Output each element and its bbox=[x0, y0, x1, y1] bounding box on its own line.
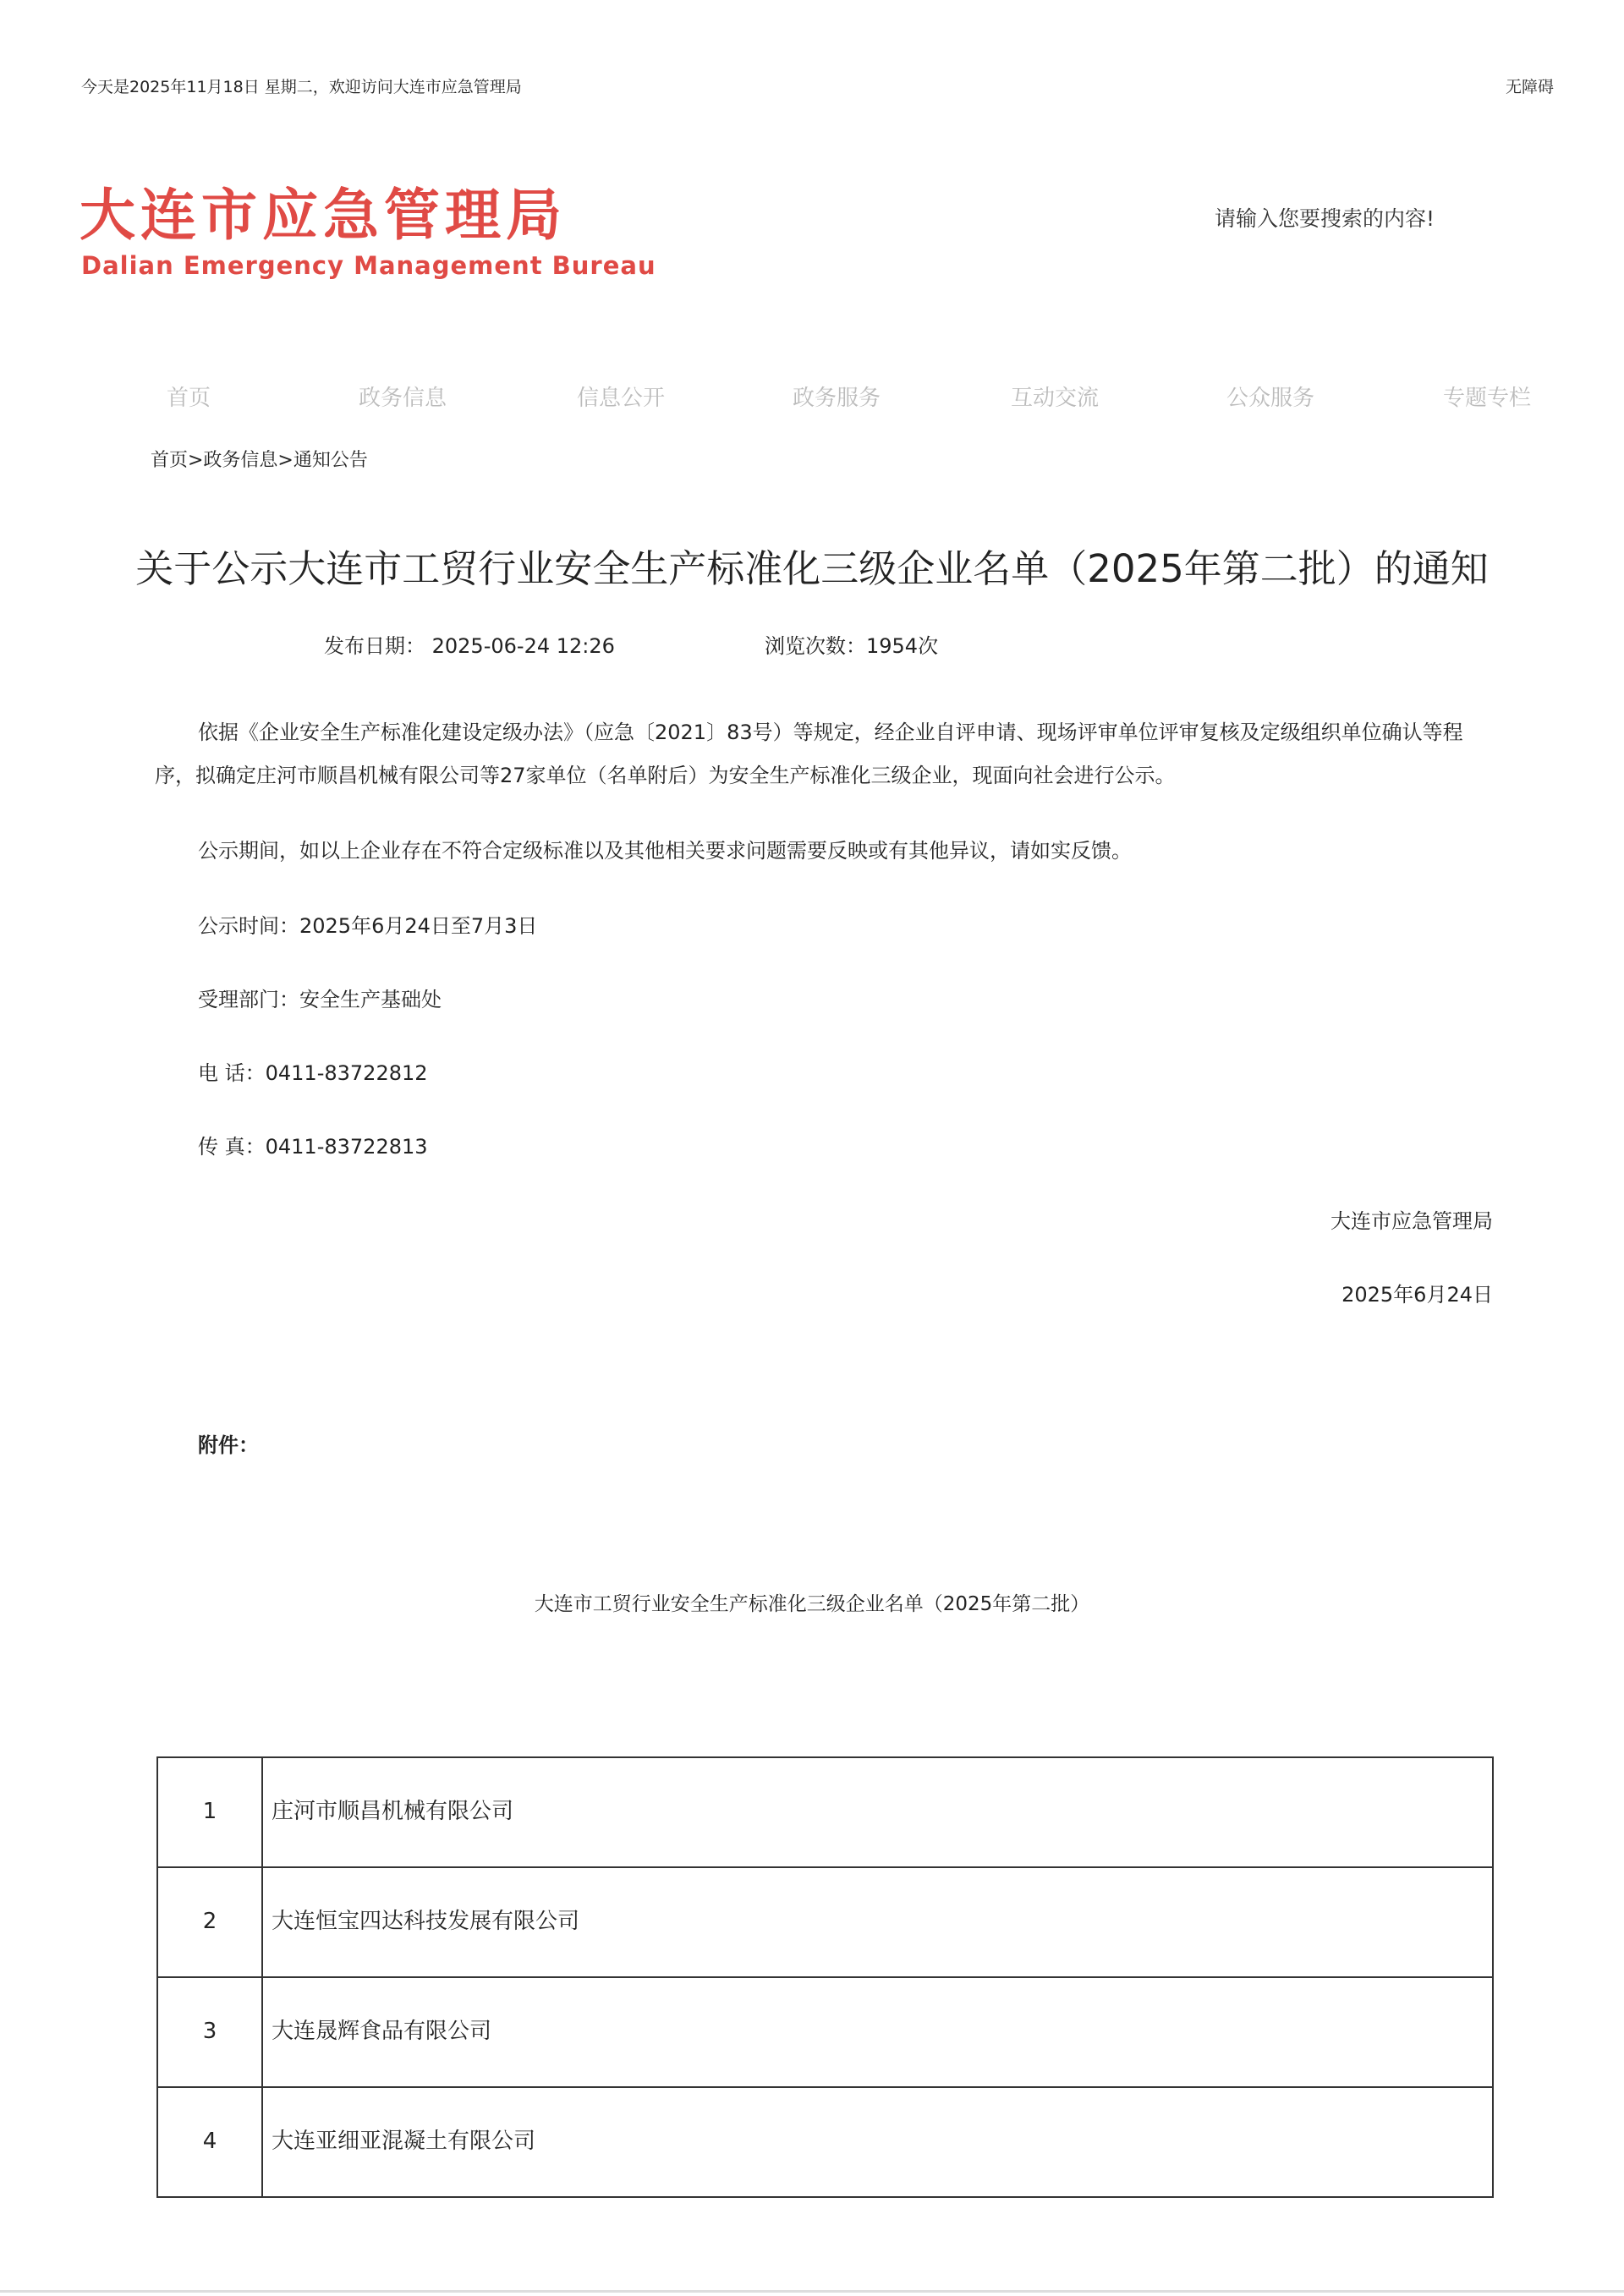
paragraph-1-line-2: 序，拟确定庄河市顺昌机械有限公司等27家单位（名单附后）为安全生产标准化三级企业，现面向社会进行公示。 bbox=[155, 764, 1176, 787]
nav-gov-service[interactable]: 政务服务 bbox=[793, 386, 881, 411]
attachment-label: 附件： bbox=[198, 1433, 259, 1457]
nav-gov-info[interactable]: 政务信息 bbox=[359, 386, 447, 411]
publicity-period: 公示时间：2025年6月24日至7月3日 bbox=[198, 914, 538, 938]
company-table bbox=[156, 1756, 1494, 2198]
table-row bbox=[157, 1977, 1493, 2087]
view-count: 浏览次数：1954次 bbox=[765, 634, 939, 658]
paragraph-2: 公示期间，如以上企业存在不符合定级标准以及其他相关要求问题需要反映或有其他异议，请如实反馈。 bbox=[198, 839, 1132, 863]
accessibility-link[interactable]: 无障碍 bbox=[1506, 78, 1555, 96]
date-welcome-text: 今天是2025年11月18日 星期二，欢迎访问大连市应急管理局 bbox=[81, 78, 522, 96]
row-number: 2 bbox=[157, 1867, 262, 1977]
publish-date: 发布日期： 2025-06-24 12:26 bbox=[324, 634, 615, 658]
main-nav bbox=[0, 386, 1624, 419]
row-number: 1 bbox=[157, 1757, 262, 1867]
list-title: 大连市工贸行业安全生产标准化三级企业名单（2025年第二批） bbox=[534, 1593, 1090, 1615]
phone: 电 话：0411-83722812 bbox=[198, 1061, 428, 1085]
nav-special[interactable]: 专题专栏 bbox=[1443, 386, 1532, 411]
company-name: 大连恒宝四达科技发展有限公司 bbox=[262, 1867, 1493, 1977]
row-number: 3 bbox=[157, 1977, 262, 2087]
table-row bbox=[157, 1867, 1493, 1977]
signature: 大连市应急管理局 bbox=[1330, 1209, 1493, 1233]
table-row bbox=[157, 2087, 1493, 2197]
article-title: 关于公示大连市工贸行业安全生产标准化三级企业名单（2025年第二批）的通知 bbox=[135, 546, 1489, 591]
page-bottom-divider bbox=[0, 2290, 1624, 2293]
row-number: 4 bbox=[157, 2087, 262, 2197]
nav-public-service[interactable]: 公众服务 bbox=[1226, 386, 1315, 411]
fax: 传 真：0411-83722813 bbox=[198, 1135, 428, 1159]
table-row bbox=[157, 1757, 1493, 1867]
company-name: 大连晟辉食品有限公司 bbox=[262, 1977, 1493, 2087]
breadcrumb[interactable]: 首页>政务信息>通知公告 bbox=[151, 450, 368, 471]
company-name: 大连亚细亚混凝土有限公司 bbox=[262, 2087, 1493, 2197]
logo-chinese[interactable]: 大连市应急管理局 bbox=[80, 183, 567, 248]
paragraph-1-line-1: 依据《企业安全生产标准化建设定级办法》（应急〔2021〕83号）等规定，经企业自评申请、现场评审单位评审复核及定级组织单位确认等程 bbox=[198, 721, 1463, 744]
search-input[interactable]: 请输入您要搜索的内容! bbox=[1215, 206, 1435, 231]
nav-interaction[interactable]: 互动交流 bbox=[1011, 386, 1100, 411]
sign-date: 2025年6月24日 bbox=[1341, 1283, 1493, 1307]
nav-info-disclosure[interactable]: 信息公开 bbox=[577, 386, 666, 411]
company-name: 庄河市顺昌机械有限公司 bbox=[262, 1757, 1493, 1867]
logo-english[interactable]: Dalian Emergency Management Bureau bbox=[81, 251, 656, 280]
department: 受理部门：安全生产基础处 bbox=[198, 988, 442, 1011]
nav-home[interactable]: 首页 bbox=[167, 386, 211, 411]
